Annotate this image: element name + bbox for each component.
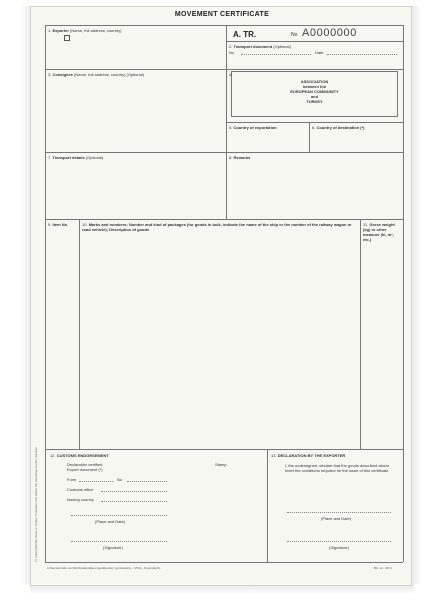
box12-label: CUSTOMS ENDORSEMENT <box>56 453 109 458</box>
box2-no-field[interactable] <box>241 54 311 55</box>
box5-number: 5. <box>229 125 233 130</box>
association-line-5: TURKEY <box>306 99 323 104</box>
box12-heading <box>50 453 109 458</box>
box12-signature-field[interactable] <box>71 541 167 542</box>
box2-date-field[interactable] <box>327 54 397 55</box>
box10-label: Marks and numbers; Number and kind of packages (for goods in bulk, indicate the name of the ship or the number of the railway wagon or road vehicle); Description of goods <box>82 222 352 232</box>
box1-number: 1. <box>48 28 52 33</box>
form-top-border <box>45 25 403 26</box>
box11-heading <box>363 222 401 242</box>
line-box9-10-divider <box>79 219 80 449</box>
box7-hint: (Optional) <box>85 155 104 160</box>
declaration-text: I, the undersigned, declare that the goods described above meet the conditions required for the issue of this certificate. <box>285 463 390 473</box>
form-bottom-border <box>45 562 403 563</box>
form-left-border <box>45 25 46 562</box>
box1-label: Exporter <box>52 28 69 33</box>
box13-place-date-field[interactable] <box>287 512 391 513</box>
form-label: Form <box>67 477 77 482</box>
box11-label: Gross weight (kg) or other measure (hl, m³, etc.) <box>363 222 395 242</box>
box2-date-label: Date <box>315 50 324 55</box>
box12-place-date-field[interactable] <box>71 515 167 516</box>
export-document-label: Export document (*) <box>67 467 103 472</box>
box4-number: 4. <box>229 72 233 77</box>
exporter-checkbox[interactable] <box>64 35 70 41</box>
box3-hint: (Name, full address, country) (Optional) <box>74 72 145 77</box>
box6-heading <box>312 125 364 130</box>
line-box2-top <box>226 41 403 42</box>
box2-hint: (Optional) <box>273 44 291 49</box>
association-line-1: ASSOCIATION <box>300 79 329 84</box>
form-field[interactable] <box>79 481 113 482</box>
box3-heading <box>48 72 144 77</box>
box13-signature-label: (Signature) <box>329 545 349 550</box>
box2-number: 2. <box>229 44 233 49</box>
box8-heading <box>229 155 250 160</box>
box10-heading <box>82 222 357 232</box>
form-right-border <box>403 25 404 562</box>
box13-heading <box>271 453 345 458</box>
box10-number: 10. <box>82 222 88 227</box>
line-box5-6-divider <box>309 122 310 152</box>
issuing-country-field[interactable] <box>101 501 167 502</box>
box13-number: 13. <box>271 453 277 458</box>
box6-label: Country of destination (*) <box>316 125 365 130</box>
declaration-certified: Declaration certified <box>67 462 103 467</box>
issuing-country-label: Issuing country <box>67 497 94 502</box>
box13-label: DECLARATION BY THE EXPORTER <box>277 453 346 458</box>
box1-heading <box>48 28 121 33</box>
box12-number: 12. <box>50 453 56 458</box>
box9-heading <box>48 222 67 227</box>
box2-no-label: No <box>229 50 235 55</box>
box12-place-date-label: (Place and Date) <box>95 519 126 524</box>
box7-heading <box>48 155 103 160</box>
box11-number: 11. <box>363 222 369 227</box>
association-line-2: between the <box>302 84 327 89</box>
box12-signature-label: (Signature) <box>103 545 123 550</box>
line-box3-top <box>45 69 403 70</box>
association-text <box>231 79 398 104</box>
page-shadow-right <box>411 6 421 584</box>
form-title: MOVEMENT CERTIFICATE <box>174 11 270 18</box>
box1-hint: (Name, full address, country) <box>70 28 122 33</box>
footer-form-code: Biz. sz.: 46 N <box>374 566 392 570</box>
line-box7-top <box>45 152 403 153</box>
customs-office-label: Customs office <box>67 487 94 492</box>
serial-number: A0000000 <box>302 27 357 39</box>
box8-number: 8. <box>229 155 233 160</box>
line-box10-11-divider <box>360 219 361 449</box>
association-line-4: and <box>310 94 319 99</box>
box13-place-date-label: (Place and Date) <box>321 516 352 521</box>
box5-heading <box>229 125 277 130</box>
box2-label: Transport document <box>233 44 273 49</box>
box6-number: 6. <box>312 125 316 130</box>
association-line-3: EUROPEAN COMMUNITY <box>290 89 339 94</box>
line-box5-top <box>226 122 403 123</box>
box2-heading <box>229 44 291 49</box>
stamp-label: Stamp <box>215 462 227 467</box>
line-box12-top <box>45 449 403 450</box>
box13-signature-field[interactable] <box>287 541 391 542</box>
box9-number: 9. <box>48 222 52 227</box>
customs-office-field[interactable] <box>101 491 167 492</box>
footer-printer-note: A Nemzeti Adó- és Vámhivatal által engedélyezett nyomtatvány – VIVA – Nyomda Zrt. <box>47 566 161 570</box>
certificate-form <box>30 6 412 586</box>
line-box12-13-divider <box>267 449 268 562</box>
box7-number: 7. <box>48 155 52 160</box>
side-note: (*) Insert Member State or Turkey. Complete only where the exporting country requires. <box>34 446 38 562</box>
box12-no-field[interactable] <box>127 481 167 482</box>
box8-label: Remarks <box>233 155 251 160</box>
box3-label: Consignee <box>52 72 73 77</box>
line-box9-top <box>45 219 403 220</box>
box3-number: 3. <box>48 72 52 77</box>
box7-label: Transport details <box>52 155 85 160</box>
box5-label: Country of exportation <box>233 125 277 130</box>
doc-type: A. TR. <box>233 30 257 39</box>
box9-label: Item No <box>52 222 68 227</box>
box12-no-label: No <box>117 477 123 482</box>
serial-no-label: No <box>291 32 298 38</box>
